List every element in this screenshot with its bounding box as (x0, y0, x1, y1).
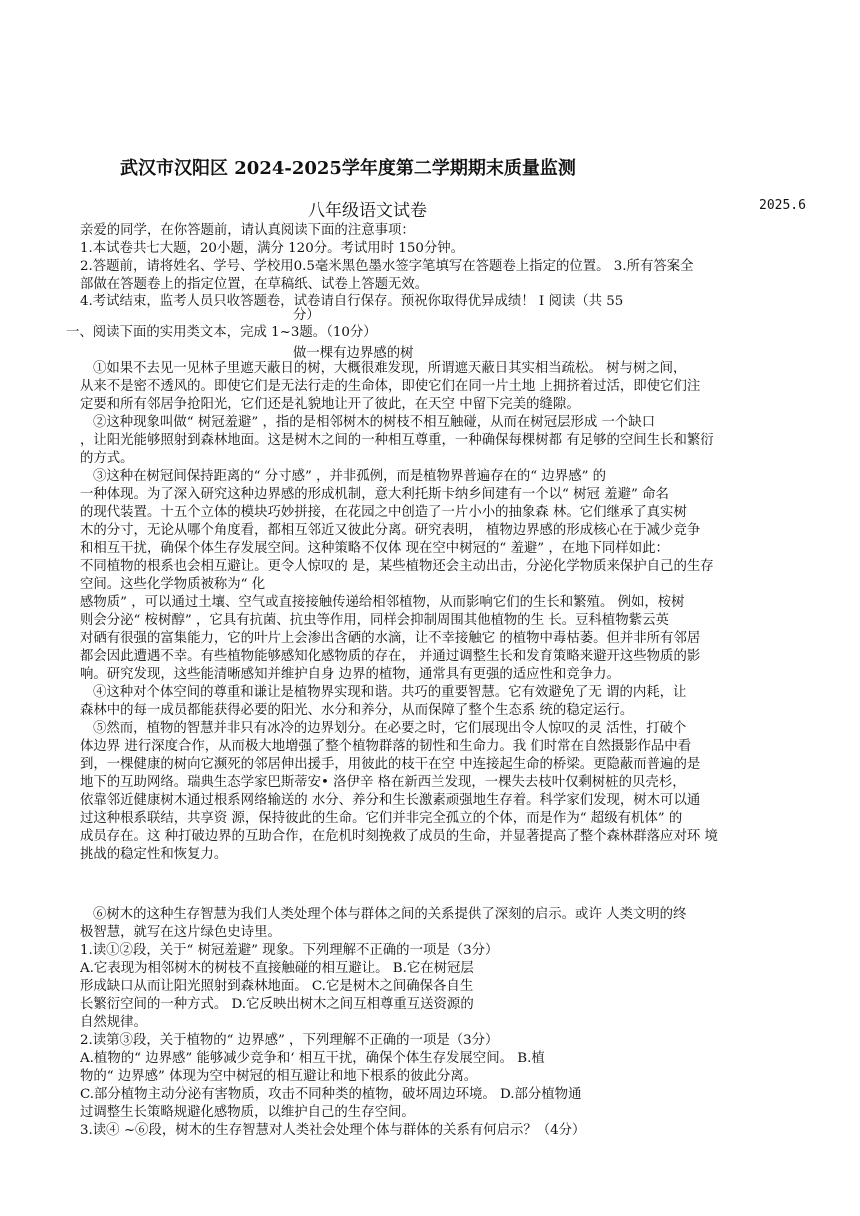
paragraph-line: 对硒有很强的富集能力，它的叶片上会渗出含硒的水滴，让不幸接触它 的植物中毒枯萎。但并非所有邻居 (80, 631, 701, 646)
paragraph-line: 不同植物的根系也会相互避让。更令人惊叹的 是，某些植物还会主动出击，分泌化学物质来保护自己的生存 (80, 559, 714, 574)
paragraph-line: 木的分寸，无论从哪个角度看，都相互邻近又彼此分离。研究表明， 植物边界感的形成核心在于减少竞争 (80, 523, 701, 538)
question-option: 形成缺口从而让阳光照射到森林地面。 C.它是树木之间确保各自生 (80, 979, 474, 994)
paragraph-line: ④这种对个体空间的尊重和谦让是植物界实现和谐。共巧的重要智慧。它有效避免了无 谓的内耗，让 (93, 685, 687, 700)
exam-subtitle: 八年级语文试卷 (308, 201, 427, 221)
paragraph-line: ，让阳光能够照射到森林地面。这是树木之间的一种相互尊重，一种确保每棵树都 有足够的空间生长和繁衍 (80, 433, 714, 448)
question-option: A.它表现为相邻树木的树枝不直接触碰的相互避让。 B.它在树冠层 (80, 961, 474, 976)
section-heading: 一、阅读下面的实用类文本，完成 1~3题。（10分） (66, 325, 377, 340)
paragraph-line: 定要和所有邻居争抢阳光，它们还是礼貌地让开了彼此，在天空 中留下完美的缝隙。 (80, 397, 580, 412)
paragraph-line: 依靠邻近健康树木通过根系网络输送的 水分、养分和生长激素顽强地生存着。科学家们发现，树木可以通 (80, 793, 701, 808)
question-option: A.植物的“ 边界感” 能够减少竞争和‘ 相互干扰，确保个体生存发展空间。 B.植 (80, 1051, 545, 1066)
paragraph-line: 空间。这些化学物质被称为“ 化 (80, 577, 266, 592)
paragraph-line: 体边界 进行深度合作，从而极大地增强了整个植物群落的韧性和生命力。我 们时常在自然摄影作品中看 (80, 739, 692, 754)
notice-line: 部做在答题卷上的指定位置，在草稿纸、试卷上答题无效。 (80, 277, 429, 292)
question-stem: 3.读④ ~⑥段，树木的生存智慧对人类社会处理个体与群体的关系有何启示？（4分） (80, 1123, 586, 1138)
question-stem: 1.读①②段，关于“ 树冠羞避” 现象。下列理解不正确的一项是（3分） (80, 943, 499, 958)
paragraph-line: 的方式。 (80, 451, 134, 466)
paragraph-line: ①如果不去见一见林子里遮天蔽日的树，大概很难发现，所谓遮天蔽日其实相当疏松。 树与树之间， (93, 361, 687, 376)
question-option: 自然规律。 (80, 1015, 147, 1030)
paragraph-line: 响。研究发现，这些能清晰感知并维护自身 边界的植物，通常具有更强的适应性和竞争力。 (80, 667, 620, 682)
notice-line: 2.答题前，请将姓名、学号、学校用0.5毫米黑色墨水签字笔填写在答题卷上指定的位置。 3.所有答案全 (80, 259, 694, 274)
paragraph-line: 过这种根系联结，共享资 源，保持彼此的生命。它们并非完全孤立的个体，而是作为“ 超级有机体” 的 (80, 811, 683, 826)
paragraph-line: 感物质” ，可以通过土壤、空气或直接接触传递给相邻植物，从而影响它们的生长和繁殖。 例如，桉树 (80, 595, 685, 610)
question-option: 物的“ 边界感” 体现为空中树冠的相互避让和地下根系的彼此分离。 (80, 1069, 478, 1084)
paragraph-line: 到，一棵健康的树向它濒死的邻居伸出援手，用彼此的枝干在空 中连接起生命的桥梁。更隐蔽而普遍的是 (80, 757, 701, 772)
paragraph-line: 地下的互助网络。瑞典生态学家巴斯蒂安• 洛伊辛 格在新西兰发现，一棵失去枝叶仅剩树桩的贝壳杉， (80, 775, 686, 790)
paragraph-line: ⑥树木的这种生存智慧为我们人类处理个体与群体之间的关系提供了深刻的启示。或许 人类文明的终 (93, 907, 687, 922)
paragraph-line: 的现代装置。十五个立体的模块巧妙拼接，在花园之中创造了一片小小的抽象森 林。它们继承了真实树 (80, 505, 687, 520)
exam-date: 2025.6 (759, 198, 806, 213)
question-option: 过调整生长策略规避化感物质，以维护自己的生存空间。 (80, 1105, 415, 1120)
paragraph-line: 一种体现。为了深入研究这种边界感的形成机制，意大利托斯卡纳乡间建有一个以“ 树冠 羞避” 命名 (80, 487, 669, 502)
notice-line: 4.考试结束，监考人员只收答题卷，试卷请自行保存。预祝你取得优异成绩！ Ⅰ 阅读（共 55 (80, 294, 624, 309)
paragraph-line: 森林中的每一成员都能获得必要的阳光、水分和养分，从而保障了整个生态系 统的稳定运行。 (80, 703, 634, 718)
paragraph-line: 极智慧，就写在这片绿色史诗里。 (80, 925, 281, 940)
paragraph-line: 从来不是密不透风的。即使它们是无法行走的生命体，即使它们在同一片土地 上拥挤着过活，即使它们注 (80, 379, 701, 394)
exam-title: 武汉市汉阳区 2024-2025学年度第二学期期末质量监测 (120, 158, 576, 179)
paragraph-line: 都会因此遭遇不幸。有些植物能够感知化感物质的存在， 并通过调整生长和发育策略来避开这些物质的影 (80, 649, 701, 664)
paragraph-line: 和相互干扰，确保个体生存发展空间。这种策略不仅体 现在空中树冠的“ 羞避” ，在地下同样如此： (80, 541, 669, 556)
question-option: 长繁衍空间的一种方式。 D.它反映出树木之间互相尊重互送资源的 (80, 997, 474, 1012)
paragraph-line: ②这种现象叫做“ 树冠羞避” ，指的是相邻树木的树枝不相互触碰，从而在树冠层形成 一个缺口 (93, 415, 656, 430)
paragraph-line: ③这种在树冠间保持距离的“ 分寸感” ，并非孤例，而是植物界普遍存在的“ 边界感” 的 (93, 469, 607, 484)
question-stem: 2.读第③段，关于植物的“ 边界感” ，下列理解不正确的一项是（3分） (80, 1033, 499, 1048)
essay-title: 做一棵有边界感的树 (293, 346, 414, 361)
paragraph-line: 则会分泌“ 桉树醇” ，它具有抗菌、抗虫等作用，同样会抑制周围其他植物的生 长。豆科植物紫云英 (80, 613, 669, 628)
notice-line: 1.本试卷共七大题，20小题，满分 120分。考试用时 150分钟。 (80, 241, 465, 256)
paragraph-line: ⑤然而，植物的智慧并非只有冰冷的边界划分。在必要之时，它们展现出令人惊叹的灵 活性，打破个 (93, 721, 687, 736)
paragraph-line: 成员存在。这 种打破边界的互助合作，在危机时刻挽救了成员的生命，并显著提高了整个森林群落应对环 境 (80, 829, 718, 844)
paragraph-line: 挑战的稳定性和恢复力。 (80, 847, 228, 862)
intro-line: 亲爱的同学，在你答题前，请认真阅读下面的注意事项： (80, 223, 415, 238)
question-option: C.部分植物主动分泌有害物质，攻击不同种类的植物，破坏周边环境。 D.部分植物通 (80, 1087, 582, 1102)
notice-line: 分） (293, 308, 320, 323)
